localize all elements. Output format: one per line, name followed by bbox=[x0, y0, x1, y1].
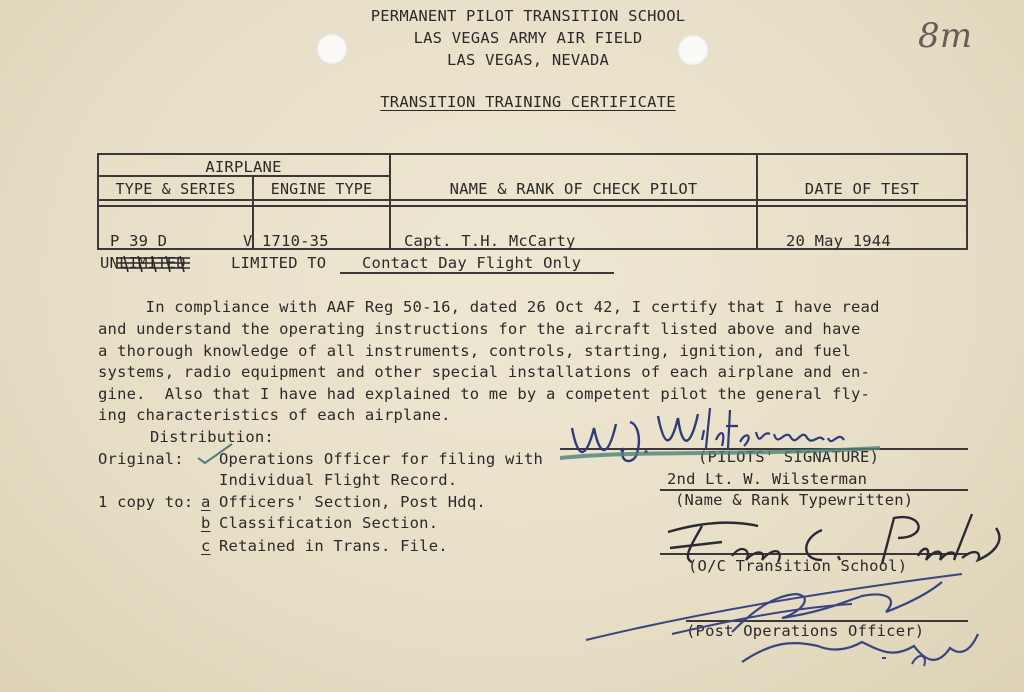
distribution-original-label: Original: bbox=[98, 450, 184, 468]
limited-to-label: LIMITED TO bbox=[231, 254, 327, 272]
pilot-typed-caption: (Name & Rank Typewritten) bbox=[675, 491, 914, 509]
table-right-border bbox=[966, 153, 968, 250]
cert-line-3: a thorough knowledge of all instruments, controls, starting, ignition, and fuel bbox=[98, 342, 852, 360]
copy-b-letter: b bbox=[201, 514, 211, 532]
post-ops-caption: (Post Operations Officer) bbox=[686, 622, 925, 640]
airfield-name: LAS VEGAS ARMY AIR FIELD bbox=[413, 29, 643, 47]
copy-b-text: Classification Section. bbox=[219, 514, 439, 532]
corner-handwritten-mark: 8m bbox=[918, 16, 973, 56]
col-header-date-of-test: DATE OF TEST bbox=[804, 180, 920, 198]
post-ops-handwritten-signature bbox=[582, 572, 992, 682]
cell-check-pilot: Capt. T.H. McCarty bbox=[404, 232, 576, 250]
limited-to-rule bbox=[340, 272, 614, 274]
struck-unlimited: UNLIMITED bbox=[100, 254, 186, 272]
table-header-bottom bbox=[97, 199, 968, 201]
cert-line-5: gine. Also that I have had explained to me by a competent pilot the general fly- bbox=[98, 385, 871, 403]
table-row-top bbox=[97, 205, 968, 207]
col-header-type-series: TYPE & SERIES bbox=[115, 180, 236, 198]
limited-to-value: Contact Day Flight Only bbox=[362, 254, 582, 272]
distribution-original-line1: Operations Officer for filing with bbox=[219, 450, 544, 468]
cell-engine-prefix: V bbox=[243, 232, 253, 250]
pilot-handwritten-signature bbox=[560, 400, 890, 470]
cert-line-6: ing characteristics of each airplane. bbox=[98, 406, 451, 424]
col-header-engine-type: ENGINE TYPE bbox=[270, 180, 373, 198]
cert-line-4: systems, radio equipment and other special installations of each airplane and en- bbox=[98, 363, 871, 381]
distribution-original-line2: Individual Flight Record. bbox=[219, 471, 458, 489]
copy-a-letter: a bbox=[201, 493, 211, 511]
cert-line-2: and understand the operating instructions for the aircraft listed above and have bbox=[98, 320, 861, 338]
table-top-border bbox=[97, 153, 968, 155]
oc-handwritten-signature bbox=[662, 508, 1012, 572]
school-name: PERMANENT PILOT TRANSITION SCHOOL bbox=[370, 7, 686, 25]
pilot-signature-caption: (PILOTS' SIGNATURE) bbox=[698, 448, 880, 466]
col-header-check-pilot: NAME & RANK OF CHECK PILOT bbox=[449, 180, 698, 198]
copy-a-text: Officers' Section, Post Hdq. bbox=[219, 493, 486, 511]
copy-c-text: Retained in Trans. File. bbox=[219, 537, 448, 555]
airplane-group-header: AIRPLANE bbox=[205, 158, 282, 176]
pilot-typed-name: 2nd Lt. W. Wilsterman bbox=[667, 470, 868, 488]
location: LAS VEGAS, NEVADA bbox=[446, 51, 610, 69]
cell-engine-type: 1710-35 bbox=[262, 232, 329, 250]
distribution-heading: Distribution: bbox=[150, 428, 274, 446]
distribution-copy-label: 1 copy to: bbox=[98, 493, 194, 511]
copy-c-letter: c bbox=[201, 537, 211, 555]
strikeout-scribble bbox=[114, 252, 194, 274]
cell-type-series: P 39 D bbox=[110, 232, 168, 250]
cert-line-1: In compliance with AAF Reg 50-16, dated 26 Oct 42, I certify that I have read bbox=[98, 298, 880, 316]
certificate-title: TRANSITION TRAINING CERTIFICATE bbox=[380, 93, 676, 111]
oc-caption: (O/C Transition School) bbox=[688, 557, 908, 575]
cell-date-of-test: 20 May 1944 bbox=[786, 232, 891, 250]
table-divider-date bbox=[756, 153, 758, 250]
